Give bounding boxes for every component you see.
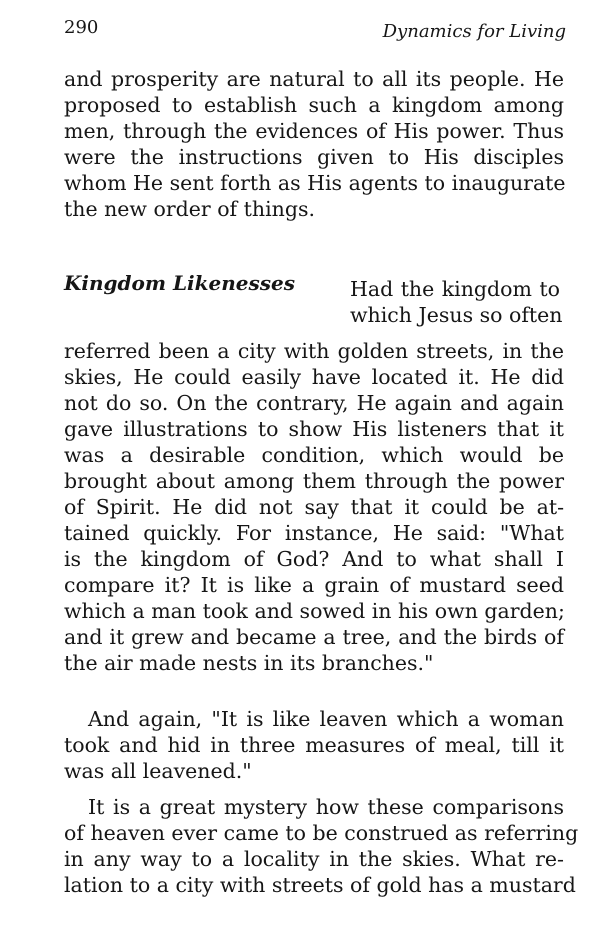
paragraph-4 [64,794,579,898]
text-line: brought about among them through the power [64,469,564,493]
paragraph-1 [64,66,564,222]
text-line: took and hid in three measures of meal, till it [64,733,564,757]
text-line: and it grew and became a tree, and the birds of [64,625,564,649]
text-line: was a desirable condition, which would be [64,443,564,467]
text-line: were the instructions given to His disciples [64,145,564,169]
text-line: And again, "It is like leaven which a woman [88,707,564,731]
text-line: which a man took and sowed in his own garden; [64,599,565,623]
text-line: Had the kingdom to [350,277,560,301]
text-line: men, through the evidences of His power. Thus [64,119,564,143]
section-heading: Kingdom Likenesses [64,271,295,295]
running-head: Dynamics for Living [382,21,566,42]
text-line: not do so. On the contrary, He again and again [64,391,564,415]
text-line: was all leavened." [64,759,252,783]
paragraph-2 [64,338,564,676]
page-header [64,18,566,46]
text-line: gave illustrations to show His listeners that it [64,417,564,441]
text-line: skies, He could easily have located it. He did [64,365,564,389]
text-line: It is a great mystery how these comparisons [88,795,564,819]
text-line: proposed to establish such a kingdom among [64,93,564,117]
text-line: the new order of things. [64,197,316,221]
text-line: which Jesus so often [350,303,563,327]
text-line: of heaven ever came to be construed as referring [64,821,579,845]
text-line: of Spirit. He did not say that it could be at- [64,495,564,519]
text-line: is the kingdom of God? And to what shall I [64,547,564,571]
text-line: whom He sent forth as His agents to inaugurate [64,171,566,195]
text-line: referred been a city with golden streets, in the [64,339,564,363]
text-line: compare it? It is like a grain of mustard seed [64,573,564,597]
text-line: tained quickly. For instance, He said: "What [64,521,564,545]
text-line: and prosperity are natural to all its people. He [64,67,564,91]
paragraph-2-lead [350,276,563,328]
paragraph-3 [64,706,564,784]
text-line: in any way to a locality in the skies. What re- [64,847,564,871]
text-line: lation to a city with streets of gold has a mustard [64,873,576,897]
page-number: 290 [64,17,99,38]
text-line: the air made nests in its branches." [64,651,434,675]
